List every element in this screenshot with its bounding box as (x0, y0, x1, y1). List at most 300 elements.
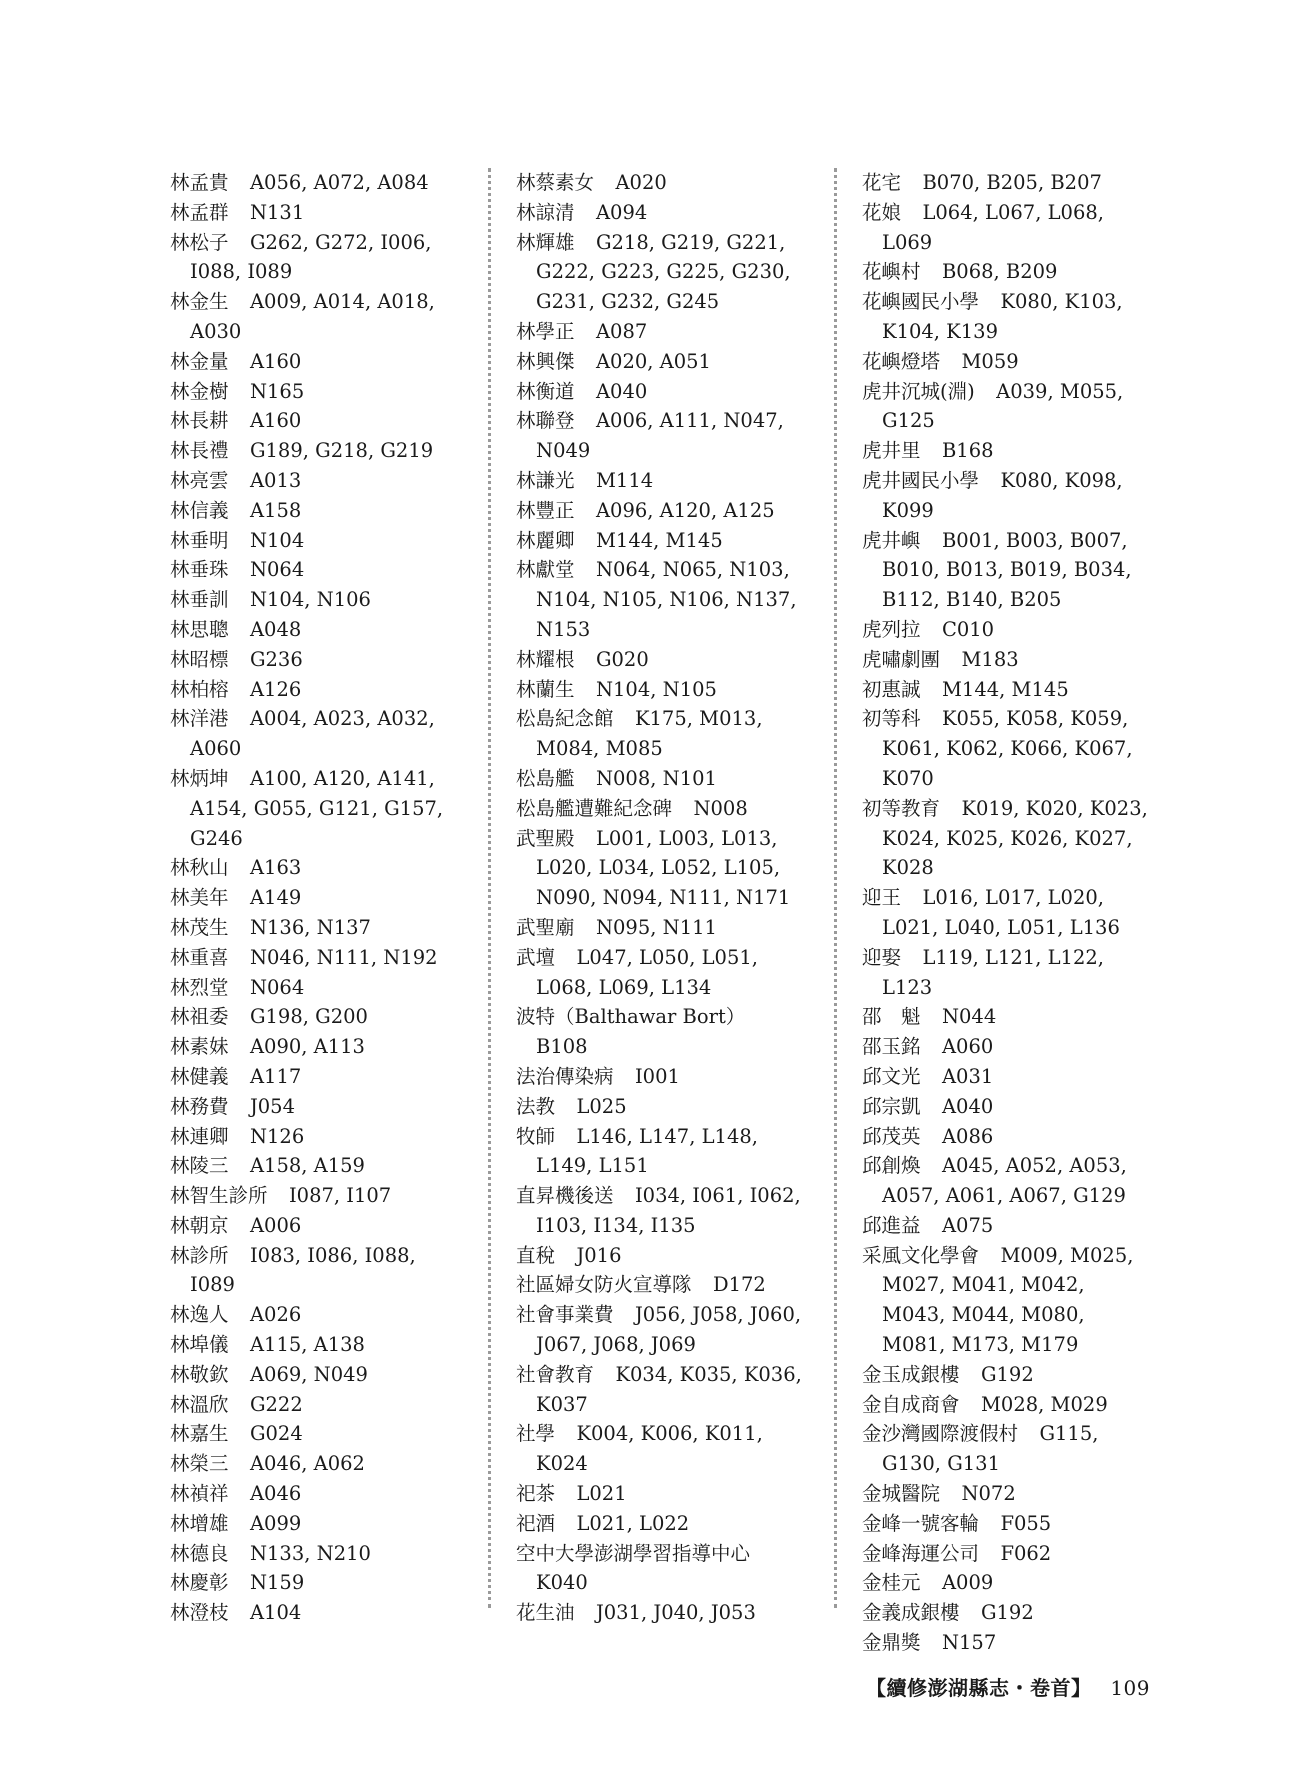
index-refs: A056, A072, A084 (249, 171, 429, 194)
index-entry (862, 198, 1152, 258)
index-entry (516, 1092, 806, 1122)
index-term: 虎井沉城(淵) (862, 379, 975, 403)
index-refs: N064, N065, N103, N104, N105, N106, N137, N153 (536, 558, 797, 641)
index-term: 林思聰 (170, 617, 229, 641)
index-refs: I001 (634, 1064, 680, 1088)
index-entry (170, 466, 460, 496)
index-entry (516, 1300, 806, 1360)
index-entry (170, 1002, 460, 1032)
index-term: 花嶼國民小學 (862, 290, 980, 314)
index-entry (862, 1419, 1152, 1479)
index-entry (516, 347, 806, 377)
index-term: 林興傑 (516, 349, 575, 373)
index-refs: M059 (961, 349, 1019, 373)
index-entry (170, 1181, 460, 1211)
index-term: 金鼎獎 (862, 1631, 921, 1655)
index-entry (170, 1419, 460, 1449)
index-term: 法教 (516, 1094, 556, 1118)
index-entry (862, 1241, 1152, 1360)
index-refs: A046, A062 (249, 1452, 365, 1476)
index-entry (170, 228, 460, 288)
index-entry (516, 764, 806, 794)
index-entry (170, 168, 460, 198)
index-entry (862, 1002, 1152, 1032)
index-entry (170, 1330, 460, 1360)
index-refs: A040 (595, 379, 648, 403)
index-term: 金峰一號客輪 (862, 1511, 980, 1535)
index-term: 林祖委 (170, 1005, 229, 1029)
index-entry (862, 1390, 1152, 1420)
index-refs: L119, L121, L122, L123 (882, 945, 1104, 999)
index-entry (170, 645, 460, 675)
index-refs: K175, M013, M084, M085 (536, 707, 763, 761)
index-refs: F055 (1000, 1511, 1052, 1535)
index-refs: G218, G219, G221, G222, G223, G225, G230, G231, G232, G245 (536, 230, 791, 314)
index-term: 金城醫院 (862, 1482, 941, 1506)
index-term: 武壇 (516, 945, 556, 969)
index-refs: B001, B003, B007, B010, B013, B019, B034, B112, B140, B205 (882, 528, 1132, 612)
index-term: 林聯登 (516, 409, 575, 433)
index-term: 邵 魁 (862, 1005, 921, 1029)
index-term: 林垂明 (170, 528, 229, 552)
index-refs: I083, I086, I088, I089 (190, 1243, 416, 1297)
index-refs: G236 (249, 647, 303, 671)
index-refs: J031, J040, J053 (595, 1601, 756, 1625)
index-term: 花娘 (862, 200, 902, 224)
index-term: 邱文光 (862, 1064, 921, 1088)
index-refs: N136, N137 (249, 915, 371, 939)
index-entry (516, 1598, 806, 1628)
index-term: 金桂元 (862, 1571, 921, 1595)
index-term: 武聖廟 (516, 915, 575, 939)
index-term: 松島紀念館 (516, 707, 614, 731)
index-entry (862, 1122, 1152, 1152)
index-refs: I034, I061, I062, I103, I134, I135 (536, 1184, 801, 1237)
index-entry (862, 287, 1152, 347)
index-refs: N044 (941, 1005, 997, 1029)
index-entry (170, 1092, 460, 1122)
index-refs: K055, K058, K059, K061, K062, K066, K067, K070 (882, 707, 1133, 790)
index-term: 林溫欣 (170, 1392, 229, 1416)
page-footer (866, 1672, 1150, 1701)
index-entry (170, 436, 460, 466)
index-term: 林金生 (170, 290, 229, 314)
index-term: 林孟貴 (170, 171, 229, 194)
index-term: 虎嘯劇團 (862, 647, 941, 671)
index-term: 社區婦女防火宣導隊 (516, 1273, 692, 1297)
index-entry (862, 526, 1152, 615)
index-refs: A060 (941, 1035, 994, 1059)
index-entry (170, 585, 460, 615)
index-term: 林素妹 (170, 1035, 229, 1059)
index-refs: N126 (249, 1124, 305, 1148)
index-term: 林洋港 (170, 707, 229, 731)
index-term: 迎王 (862, 886, 902, 910)
index-term: 林德良 (170, 1541, 229, 1565)
index-refs: L146, L147, L148, L149, L151 (536, 1124, 758, 1178)
index-refs: A075 (941, 1213, 994, 1237)
index-term: 祀酒 (516, 1511, 556, 1535)
index-entry (170, 704, 460, 764)
index-term: 初惠誠 (862, 677, 921, 701)
index-refs: L047, L050, L051, L068, L069, L134 (536, 945, 758, 999)
index-refs: K080, K098, K099 (882, 468, 1123, 522)
index-term: 林輝雄 (516, 230, 575, 254)
index-refs: A160 (249, 349, 302, 373)
index-term: 初等教育 (862, 796, 941, 820)
index-column-1 (170, 168, 460, 1628)
index-entry (516, 466, 806, 496)
index-term: 林朝京 (170, 1213, 229, 1237)
index-entry (516, 1360, 806, 1420)
index-refs: G222 (249, 1392, 303, 1416)
index-term: 林重喜 (170, 945, 229, 969)
index-term: 林長禮 (170, 439, 229, 463)
index-entry (170, 1390, 460, 1420)
index-refs: A087 (595, 319, 648, 343)
index-refs: M028, M029 (980, 1392, 1108, 1416)
index-entry (862, 1509, 1152, 1539)
index-entry (516, 1479, 806, 1509)
index-refs: G192 (980, 1362, 1034, 1386)
index-term: 空中大學澎湖學習指導中心 (516, 1541, 751, 1565)
index-refs: A009 (941, 1571, 994, 1595)
index-entry (516, 1419, 806, 1479)
index-entry (516, 1509, 806, 1539)
index-entry (170, 853, 460, 883)
index-refs: K004, K006, K011, K024 (536, 1422, 763, 1476)
index-term: 花嶼村 (862, 260, 921, 284)
index-term: 林諒清 (516, 200, 575, 224)
index-entry (170, 555, 460, 585)
index-refs: L016, L017, L020, L021, L040, L051, L136 (882, 886, 1120, 939)
index-refs: A100, A120, A141, A154, G055, G121, G157, G246 (190, 766, 444, 850)
index-entry (516, 704, 806, 764)
index-entry (170, 1300, 460, 1330)
column-separator (488, 168, 491, 1608)
index-entry (862, 645, 1152, 675)
index-entry (170, 526, 460, 556)
index-term: 迎娶 (862, 945, 902, 969)
index-refs: C010 (941, 617, 995, 641)
index-term: 林炳坤 (170, 766, 229, 790)
index-refs: I087, I107 (288, 1184, 392, 1208)
index-refs: A096, A120, A125 (595, 498, 775, 522)
index-term: 林長耕 (170, 409, 229, 433)
index-entry (170, 883, 460, 913)
index-term: 林美年 (170, 886, 229, 910)
index-refs: A039, M055, G125 (882, 379, 1124, 433)
index-refs: B108 (536, 1035, 588, 1059)
index-entry (516, 526, 806, 556)
index-term: 金義成銀樓 (862, 1601, 960, 1625)
index-refs: N133, N210 (249, 1541, 371, 1565)
index-entry (516, 496, 806, 526)
index-term: 林昭標 (170, 647, 229, 671)
index-refs: A115, A138 (249, 1333, 365, 1357)
index-refs: M009, M025, M027, M041, M042, M043, M044, M080, M081, M173, M179 (882, 1243, 1134, 1357)
index-entry (862, 377, 1152, 437)
index-refs: A099 (249, 1511, 302, 1535)
index-refs: A094 (595, 200, 648, 224)
index-entry (862, 168, 1152, 198)
index-term: 虎列拉 (862, 617, 921, 641)
index-entry (516, 406, 806, 466)
index-entry (862, 1568, 1152, 1598)
index-refs: G115, G130, G131 (882, 1422, 1099, 1476)
index-entry (170, 406, 460, 436)
index-refs: N064 (249, 975, 305, 999)
index-entry (170, 1568, 460, 1598)
index-term: 林智生診所 (170, 1184, 268, 1208)
index-term: 波特（Balthawar Bort） (516, 1005, 746, 1029)
index-term: 林增雄 (170, 1511, 229, 1535)
index-refs: A020 (615, 171, 667, 194)
index-refs: J056, J058, J060, J067, J068, J069 (536, 1303, 802, 1357)
index-entry (170, 1241, 460, 1301)
index-term: 直稅 (516, 1243, 556, 1267)
index-entry (516, 1270, 806, 1300)
index-refs: N072 (961, 1482, 1016, 1506)
index-entry (170, 973, 460, 1003)
index-entry (170, 1122, 460, 1152)
index-refs: N008 (693, 796, 748, 820)
index-refs: A046 (249, 1482, 302, 1506)
index-entry (516, 1539, 806, 1599)
index-refs: M183 (961, 647, 1019, 671)
index-entry (516, 913, 806, 943)
index-entry (862, 1032, 1152, 1062)
index-refs: N131 (249, 200, 305, 224)
index-refs: D172 (712, 1273, 766, 1297)
index-term: 直昇機後送 (516, 1184, 614, 1208)
index-refs: A158, A159 (249, 1154, 365, 1178)
index-refs: A013 (249, 468, 302, 492)
index-entry (170, 1598, 460, 1628)
index-term: 采風文化學會 (862, 1243, 980, 1267)
index-entry (170, 1509, 460, 1539)
index-term: 法治傳染病 (516, 1064, 614, 1088)
index-refs: K080, K103, K104, K139 (882, 290, 1123, 343)
index-term: 林敬欽 (170, 1362, 229, 1386)
index-refs: G189, G218, G219 (249, 439, 434, 463)
index-refs: A045, A052, A053, A057, A061, A067, G129 (882, 1154, 1127, 1208)
index-refs: N095, N111 (595, 915, 717, 939)
index-refs: A086 (941, 1124, 994, 1148)
index-term: 虎井嶼 (862, 528, 921, 552)
index-entry (862, 1151, 1152, 1211)
index-term: 林松子 (170, 230, 229, 254)
index-refs: L025 (576, 1094, 627, 1118)
index-entry (862, 436, 1152, 466)
index-term: 林務費 (170, 1094, 229, 1118)
index-refs: N104, N106 (249, 588, 371, 612)
index-entry (862, 794, 1152, 883)
index-term: 花生油 (516, 1601, 575, 1625)
index-entry (862, 1539, 1152, 1569)
index-entry (862, 704, 1152, 793)
index-entry (170, 1449, 460, 1479)
index-entry (516, 228, 806, 317)
index-entry (862, 1628, 1152, 1658)
index-refs: G192 (980, 1601, 1034, 1625)
index-term: 林陵三 (170, 1154, 229, 1178)
index-term: 林垂珠 (170, 558, 229, 582)
index-entry (862, 257, 1152, 287)
index-entry (170, 615, 460, 645)
index-entry (516, 824, 806, 913)
index-refs: A026 (249, 1303, 302, 1327)
index-refs: A006 (249, 1213, 302, 1237)
index-entry (170, 913, 460, 943)
index-refs: A069, N049 (249, 1362, 368, 1386)
index-entry (170, 496, 460, 526)
index-term: 初等科 (862, 707, 921, 731)
index-entry (862, 1598, 1152, 1628)
index-entry (516, 794, 806, 824)
index-term: 林衡道 (516, 379, 575, 403)
index-term: 林金量 (170, 349, 229, 373)
index-refs: L021 (576, 1482, 627, 1506)
index-term: 虎井里 (862, 439, 921, 463)
index-term: 林澄枝 (170, 1601, 229, 1625)
index-term: 林連卿 (170, 1124, 229, 1148)
index-column-3 (862, 168, 1152, 1658)
index-term: 花嶼燈塔 (862, 349, 941, 373)
index-term: 邱茂英 (862, 1124, 921, 1148)
index-entry (862, 883, 1152, 943)
index-refs: G262, G272, I006, I088, I089 (190, 230, 432, 284)
index-term: 金自成商會 (862, 1392, 960, 1416)
index-term: 社會事業費 (516, 1303, 614, 1327)
index-refs: B168 (941, 439, 994, 463)
index-refs: N159 (249, 1571, 305, 1595)
index-entry (516, 555, 806, 644)
index-term: 林蔡素女 (516, 171, 595, 194)
column-separator (834, 168, 837, 1608)
index-entry (516, 198, 806, 228)
index-term: 林信義 (170, 498, 229, 522)
index-term: 林耀根 (516, 647, 575, 671)
index-entry (862, 1211, 1152, 1241)
index-entry (862, 615, 1152, 645)
index-entry (170, 764, 460, 853)
index-term: 虎井國民小學 (862, 468, 980, 492)
index-entry (862, 466, 1152, 526)
index-entry (516, 1241, 806, 1271)
index-refs: N008, N101 (595, 766, 717, 790)
index-term: 林秋山 (170, 856, 229, 880)
index-refs: A117 (249, 1064, 302, 1088)
index-term: 牧師 (516, 1124, 556, 1148)
index-entry (862, 1062, 1152, 1092)
index-refs: A163 (249, 856, 302, 880)
index-refs: F062 (1000, 1541, 1052, 1565)
index-entry (170, 1211, 460, 1241)
index-entry (862, 675, 1152, 705)
index-refs: L001, L003, L013, L020, L034, L052, L105, N090, N094, N111, N171 (536, 826, 791, 910)
index-refs: N046, N111, N192 (249, 945, 438, 969)
index-refs: J054 (249, 1094, 295, 1118)
index-term: 林金樹 (170, 379, 229, 403)
index-entry (170, 943, 460, 973)
index-entry (170, 1151, 460, 1181)
index-term: 林柏榕 (170, 677, 229, 701)
index-entry (516, 675, 806, 705)
index-refs: B068, B209 (941, 260, 1058, 284)
index-refs: M144, M145 (941, 677, 1069, 701)
index-entry (516, 168, 806, 198)
index-entry (170, 1032, 460, 1062)
index-term: 邱進益 (862, 1213, 921, 1237)
index-entry (862, 1360, 1152, 1390)
index-term: 林豐正 (516, 498, 575, 522)
index-term: 林嘉生 (170, 1422, 229, 1446)
index-entry (516, 1002, 806, 1062)
index-entry (516, 1062, 806, 1092)
index-term: 林慶彰 (170, 1571, 229, 1595)
index-entry (170, 1539, 460, 1569)
index-entry (862, 943, 1152, 1003)
index-refs: N104 (249, 528, 305, 552)
index-entry (170, 287, 460, 347)
index-term: 林健義 (170, 1064, 229, 1088)
index-term: 邵玉銘 (862, 1035, 921, 1059)
index-refs: K040 (536, 1571, 588, 1595)
index-refs: A006, A111, N047, N049 (536, 409, 784, 463)
index-refs: M114 (595, 468, 654, 492)
index-term: 金玉成銀樓 (862, 1362, 960, 1386)
index-refs: K019, K020, K023, K024, K025, K026, K027, K028 (882, 796, 1148, 880)
index-refs: G198, G200 (249, 1005, 368, 1029)
index-refs: M144, M145 (595, 528, 723, 552)
book-title: 【續修澎湖縣志・卷首】 (865, 1676, 1092, 1700)
index-entry (516, 943, 806, 1003)
index-entry (516, 377, 806, 407)
index-term: 林禎祥 (170, 1482, 229, 1506)
index-refs: K034, K035, K036, K037 (536, 1362, 802, 1416)
index-term: 社學 (516, 1422, 556, 1446)
index-refs: J016 (576, 1243, 622, 1267)
index-term: 林孟群 (170, 200, 229, 224)
index-term: 花宅 (862, 171, 902, 194)
index-refs: A158 (249, 498, 302, 522)
index-refs: B070, B205, B207 (922, 171, 1102, 194)
index-refs: A004, A023, A032, A060 (190, 707, 435, 761)
index-term: 金沙灣國際渡假村 (862, 1422, 1019, 1446)
index-term: 林謙光 (516, 468, 575, 492)
index-term: 林榮三 (170, 1452, 229, 1476)
index-entry (516, 1122, 806, 1182)
index-refs: A149 (249, 886, 302, 910)
index-term: 林蘭生 (516, 677, 575, 701)
index-entry (862, 347, 1152, 377)
index-term: 林麗卿 (516, 528, 575, 552)
index-entry (170, 1062, 460, 1092)
index-term: 祀茶 (516, 1482, 556, 1506)
index-term: 邱創煥 (862, 1154, 921, 1178)
index-refs: N104, N105 (595, 677, 717, 701)
index-term: 松島艦遭難紀念碑 (516, 796, 673, 820)
index-entry (170, 1360, 460, 1390)
index-refs: A104 (249, 1601, 302, 1625)
index-refs: N165 (249, 379, 305, 403)
index-entry (170, 198, 460, 228)
index-term: 林埠儀 (170, 1333, 229, 1357)
index-entry (862, 1479, 1152, 1509)
index-term: 林垂訓 (170, 588, 229, 612)
index-refs: A048 (249, 617, 302, 641)
